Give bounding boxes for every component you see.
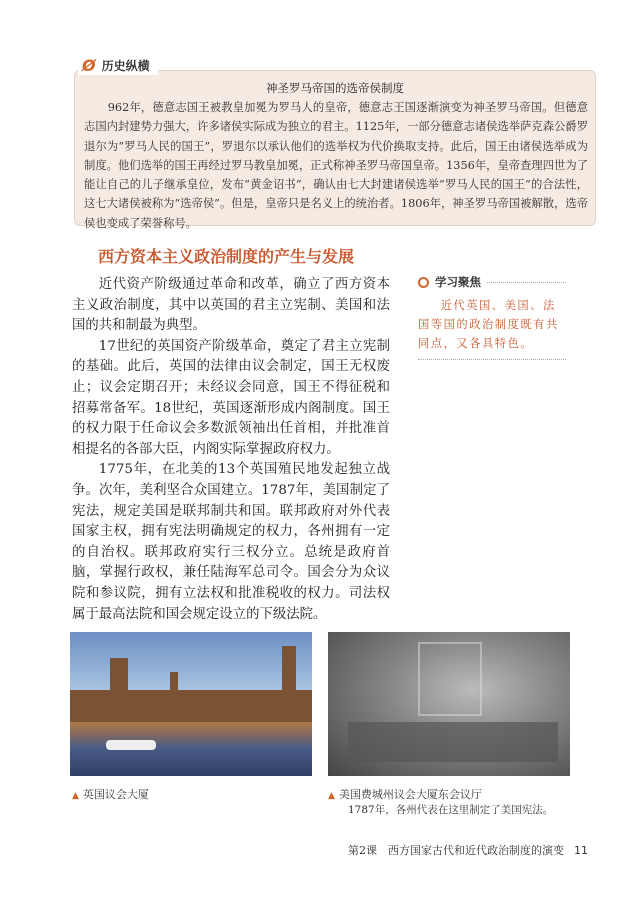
study-focus xyxy=(418,274,566,360)
caption-text: 英国议会大厦 xyxy=(82,788,149,801)
box-label xyxy=(78,56,158,75)
divider xyxy=(487,282,566,283)
box-text: 962年，德意志国王被教皇加冕为罗马人的皇帝，德意志王国逐渐演变为神圣罗马帝国。但德意志国内封建势力强大，许多诸侯实际成为独立的君主。1125年，一部分德意志诸侯选举萨克森公爵罗退尔为“罗马人民的国王”，罗退尔以承认他们的选举权为代价换取支持。此后，国王由诸侯选举成为制度。他们选举的国王再经过罗马教皇加冕，正式称神圣罗马帝国皇帝。1356年，皇帝查理四世为了能让自己的儿子继承皇位，发布“黄金诏书”，确认由七大封建诸侯选举“罗马人民的国王”的合法性，这七大诸侯被称为“选帝侯”。但是，皇帝只是名义上的统治者。1806年，神圣罗马帝国被解散，选帝侯也变成了荣誉称号。 xyxy=(84,101,588,230)
main-text xyxy=(72,275,390,625)
paragraph: 近代资产阶级通过革命和改革，确立了西方资本主义政治制度，其中以英国的君主立宪制、美国和法国的共和制最为典型。 xyxy=(72,277,390,334)
box-title: 神圣罗马帝国的选帝侯制度 xyxy=(266,81,404,95)
triangle-icon: ▲ xyxy=(328,791,335,801)
paragraph: 17世纪的英国资产阶级革命，奠定了君主立宪制的基础。此后，英国的法律由议会制定，国王无权废止；议会定期召开；未经议会同意，国王不得征税和招募常备军。18世纪，英国逐渐形成内阁制度。国王的权力限于任命议会多数派领袖出任首相，并批准首相提名的各部大臣，内阁实际掌握政府权力。 xyxy=(72,338,390,457)
photo-subcaption: 1787年，各州代表在这里制定了美国宪法。 xyxy=(348,804,554,816)
history-icon: Ø xyxy=(82,56,96,75)
triangle-icon: ▲ xyxy=(72,791,79,801)
photo-caption xyxy=(328,786,482,802)
divider xyxy=(418,359,566,360)
focus-icon xyxy=(418,277,429,288)
caption-text: 美国费城州议会大厦东会议厅 xyxy=(338,788,482,801)
box-label-text: 历史纵横 xyxy=(101,59,150,73)
study-focus-text: 近代英国、美国、法国等国的政治制度既有共同点，又各具特色。 xyxy=(418,299,559,350)
lesson-title: 第2课 西方国家古代和近代政治制度的演变 xyxy=(348,844,564,857)
photo-caption xyxy=(72,786,149,802)
photo-assembly-room xyxy=(328,632,570,776)
photo-houses-of-parliament xyxy=(70,632,312,776)
paragraph: 1775年，在北美的13个英国殖民地发起独立战争。次年，美利坚合众国建立。1787年，美国制定了宪法，规定美国是联邦制共和国。联邦政府对外代表国家主权，拥有宪法明确规定的权力，各州拥有一定的自治权。联邦政府实行三权分立。总统是政府首脑，掌握行政权，兼任陆海军总司令。国会分为众议院和参议院，拥有立法权和批准税收的权力。司法权属于最高法院和国会规定设立的下级法院。 xyxy=(72,462,390,622)
section-title: 西方资本主义政治制度的产生与发展 xyxy=(98,247,355,266)
page-number: 11 xyxy=(574,844,588,857)
page-footer xyxy=(348,842,588,858)
study-focus-label: 学习聚焦 xyxy=(435,275,481,289)
